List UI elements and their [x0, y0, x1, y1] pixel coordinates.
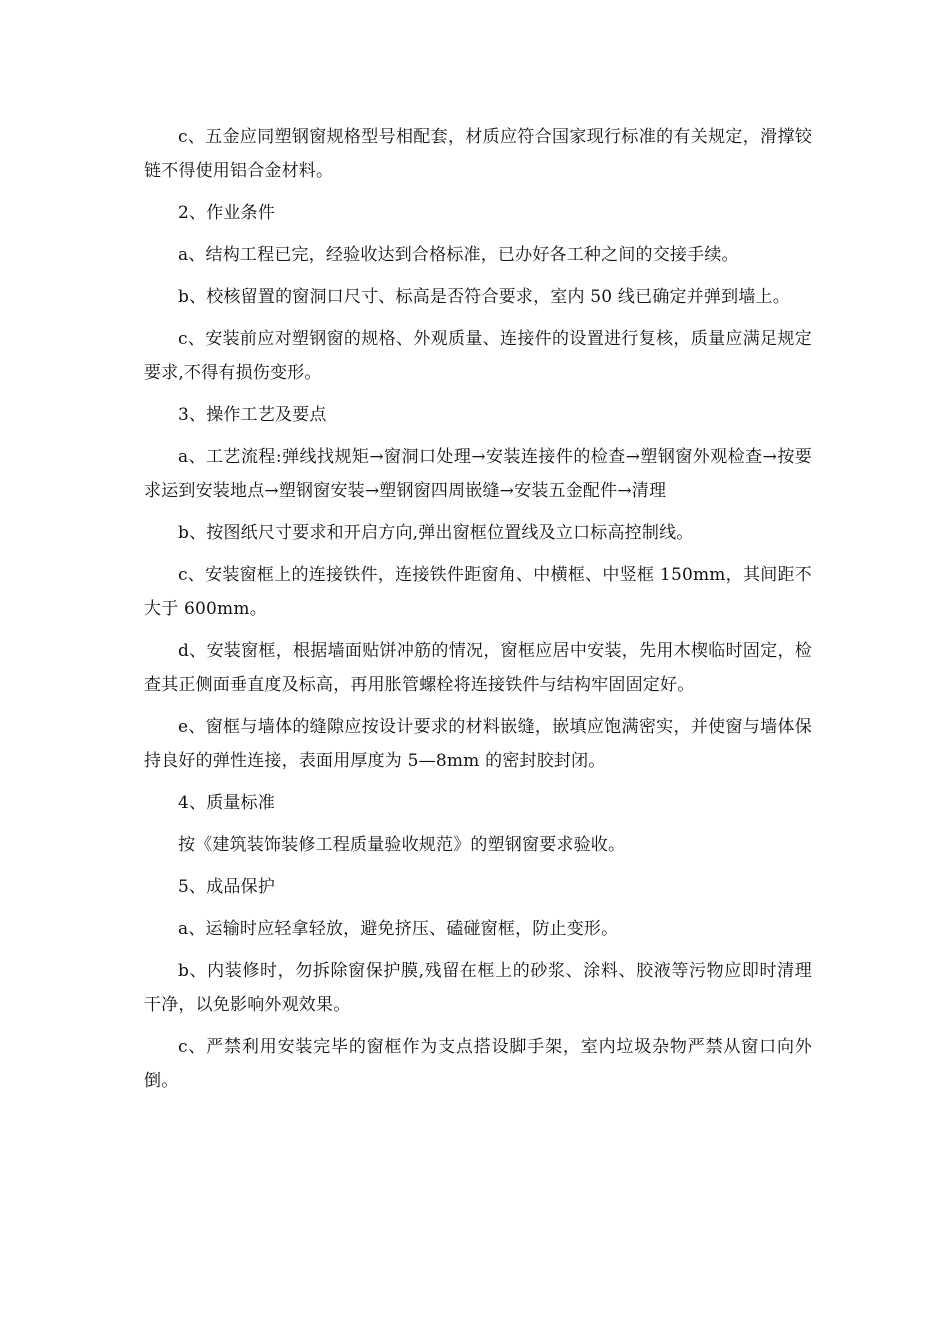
- paragraph-process-b: b、按图纸尺寸要求和开启方向,弹出窗框位置线及立口标高控制线。: [178, 523, 694, 543]
- paragraph-hardware-c: c、五金应同塑钢窗规格型号相配套，材质应符合国家现行标准的有关规定，滑撑铰链不得使用铝合金材料。: [144, 127, 812, 181]
- heading-process: 3、操作工艺及要点: [178, 405, 327, 425]
- heading-work-conditions: 2、作业条件: [178, 203, 276, 223]
- document-body: [144, 120, 812, 1106]
- paragraph-protection-c: c、严禁利用安装完毕的窗框作为支点搭设脚手架，室内垃圾杂物严禁从窗口向外倒。: [144, 1037, 812, 1091]
- paragraph-process-d: d、安装窗框，根据墙面贴饼冲筋的情况，窗框应居中安装，先用木楔临时固定，检查其正侧面垂直度及标高，再用胀管螺栓将连接铁件与结构牢固固定好。: [144, 641, 812, 695]
- paragraph-process-e: e、窗框与墙体的缝隙应按设计要求的材料嵌缝，嵌填应饱满密实，并使窗与墙体保持良好的弹性连接，表面用厚度为 5—8mm 的密封胶封闭。: [144, 717, 812, 771]
- heading-quality-standard: 4、质量标准: [178, 793, 276, 813]
- paragraph-quality-standard: 按《建筑装饰装修工程质量验收规范》的塑钢窗要求验收。: [178, 835, 626, 855]
- paragraph-conditions-b: b、校核留置的窗洞口尺寸、标高是否符合要求，室内 50 线已确定并弹到墙上。: [178, 287, 790, 307]
- paragraph-conditions-c: c、安装前应对塑钢窗的规格、外观质量、连接件的设置进行复核，质量应满足规定要求,不得有损伤变形。: [144, 329, 812, 383]
- paragraph-process-c: c、安装窗框上的连接铁件，连接铁件距窗角、中横框、中竖框 150mm，其间距不大于 600mm。: [144, 565, 812, 619]
- paragraph-process-a: a、工艺流程:弹线找规矩→窗洞口处理→安装连接件的检查→塑钢窗外观检查→按要求运到安装地点→塑钢窗安装→塑钢窗四周嵌缝→安装五金配件→清理: [144, 447, 812, 501]
- paragraph-conditions-a: a、结构工程已完，经验收达到合格标准，已办好各工种之间的交接手续。: [178, 245, 739, 265]
- paragraph-protection-a: a、运输时应轻拿轻放，避免挤压、磕碰窗框，防止变形。: [178, 919, 619, 939]
- heading-product-protection: 5、成品保护: [178, 877, 276, 897]
- paragraph-protection-b: b、内装修时，勿拆除窗保护膜,残留在框上的砂浆、涂料、胶液等污物应即时清理干净，以免影响外观效果。: [144, 961, 812, 1015]
